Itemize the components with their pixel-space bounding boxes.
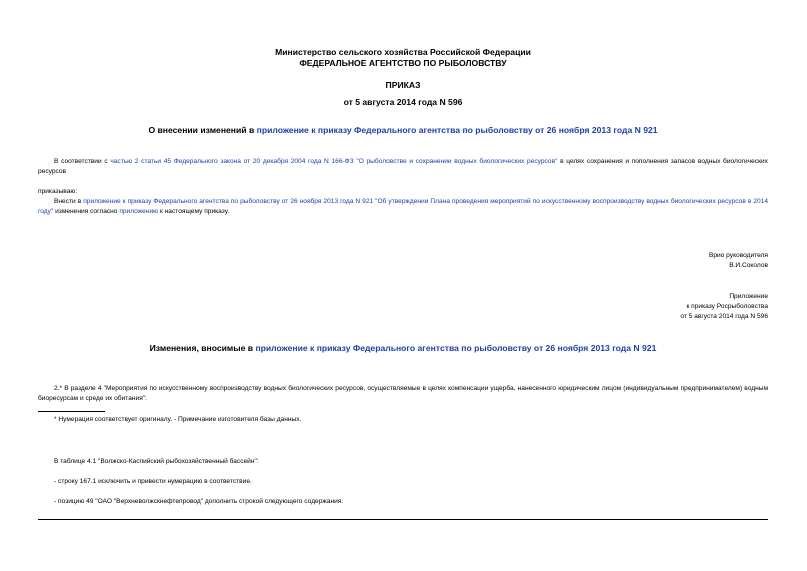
signature-name: В.И.Соколов <box>729 262 768 269</box>
order-paragraph <box>38 197 768 216</box>
agency-name: ФЕДЕРАЛЬНОЕ АГЕНТСТВО ПО РЫБОЛОВСТВУ <box>299 58 507 68</box>
doc-type: ПРИКАЗ <box>385 80 421 90</box>
ministry-name: Министерство сельского хозяйства Российской Федерации <box>275 47 531 57</box>
doc-title <box>38 125 768 136</box>
appendix-line-1: Приложение <box>729 293 768 300</box>
changes-title-prefix: Изменения, вносимые в <box>149 343 256 353</box>
order-text-2: изменения согласно <box>53 207 120 215</box>
item-2-paragraph: 2.* В разделе 4 "Мероприятия по искусственному воспроизводству водных биологических ресурсов, осуществляемые в целях компенсации ущерба, нанесенного юридическим лицом (индивидуальным предпринимателем) водным биоресурсам и среде их обитания": <box>38 385 768 402</box>
signature-position: Врио руководителя <box>708 252 768 259</box>
footnote-divider <box>38 411 105 412</box>
order-text-3: к настоящему приказу. <box>158 207 230 215</box>
preamble-text-1: В соответствии с <box>54 158 111 165</box>
appendix-line-2: к приказу Росрыболовства <box>686 303 768 310</box>
changes-title-link[interactable]: приложение к приказу Федерального агентства по рыболовству от 26 ноября 2013 года N 921 <box>255 343 657 353</box>
preamble-text-2: в целях сохранения и пополнения запасов водных биологических ресурсов <box>38 158 768 175</box>
order-appendix-link[interactable]: приложение к приказу Федерального агентства по рыболовству от 26 ноября 2013 года N 921 "Об утверждении Плана проведения мероприятий по искусственному воспроизводству водных биологических ресурсов в 2014 году" <box>38 198 768 215</box>
dash-item-1: - строку 167.1 исключить и привести нумерацию в соответствие. <box>54 478 252 485</box>
bottom-divider <box>38 519 768 520</box>
preamble-paragraph <box>38 157 768 176</box>
appendix-line-3: от 5 августа 2014 года N 596 <box>680 313 768 320</box>
table-reference: В таблице 4.1 "Волжско-Каспийский рыбохозяйственный бассейн": <box>54 458 259 465</box>
order-text-1: Внести в <box>54 198 84 205</box>
doc-date-number: от 5 августа 2014 года N 596 <box>343 97 463 107</box>
signature-block <box>709 251 768 271</box>
doc-title-link[interactable]: приложение к приказу Федерального агентства по рыболовству от 26 ноября 2013 года N 921 <box>256 125 658 135</box>
doc-title-prefix: О внесении изменений в <box>148 125 257 135</box>
dash-item-2: - позицию 49 "ОАО "Верхневолжскнефтепровод" дополнить строкой следующего содержания: <box>54 498 344 505</box>
appendix-reference <box>680 292 768 322</box>
changes-title <box>38 343 768 354</box>
order-word: приказываю: <box>38 188 78 195</box>
appendix-link[interactable]: приложению <box>119 207 159 215</box>
federal-law-link[interactable]: частью 2 статьи 45 Федерального закона от 20 декабря 2004 года N 166-ФЗ "О рыболовстве и сохранении водных биологических ресурсов" <box>110 158 558 165</box>
footnote-text: * Нумерация соответствует оригиналу. - Примечание изготовителя базы данных. <box>54 416 302 423</box>
